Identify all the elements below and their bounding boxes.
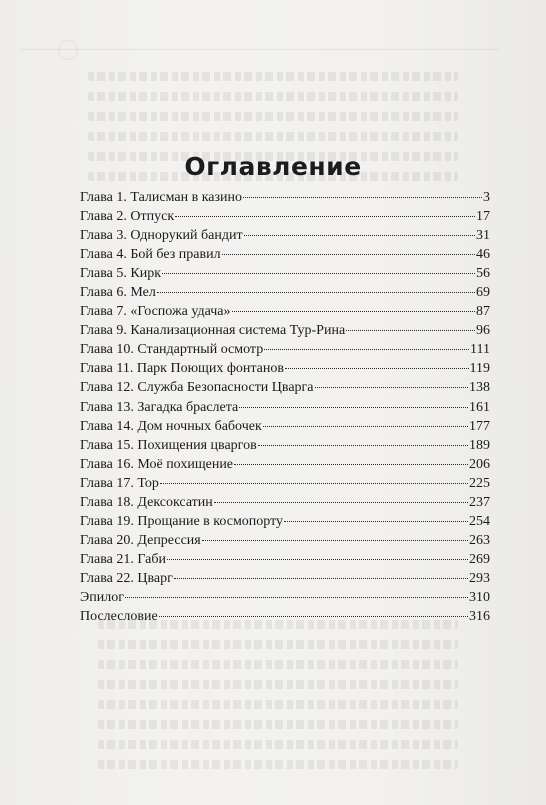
toc-entry-page-number: 189 bbox=[469, 437, 490, 453]
toc-entry-label: Глава 21. Габи bbox=[80, 551, 166, 567]
toc-dot-leader bbox=[157, 292, 475, 293]
toc-entry bbox=[80, 321, 490, 340]
toc-entry-page-number: 206 bbox=[469, 456, 490, 472]
toc-dot-leader bbox=[315, 387, 468, 388]
bleed-through-text-bottom bbox=[98, 620, 458, 780]
toc-dot-leader bbox=[174, 578, 468, 579]
toc-entry-page-number: 177 bbox=[469, 418, 490, 434]
toc-entry-page-number: 56 bbox=[476, 266, 490, 282]
toc-entry-label: Глава 2. Отпуск bbox=[80, 209, 175, 225]
toc-dot-leader bbox=[202, 540, 468, 541]
toc-dot-leader bbox=[159, 616, 468, 617]
toc-entry-label: Послесловие bbox=[80, 609, 158, 625]
toc-entry-page-number: 254 bbox=[469, 513, 490, 529]
toc-dot-leader bbox=[232, 311, 476, 312]
toc-entry-label: Глава 16. Моё похищение bbox=[80, 456, 234, 472]
toc-entry-label: Глава 19. Прощание в космопорту bbox=[80, 513, 284, 529]
toc-entry bbox=[80, 474, 490, 493]
toc-entry-label: Глава 3. Однорукий бандит bbox=[80, 228, 243, 244]
toc-dot-leader bbox=[244, 235, 475, 236]
toc-entry bbox=[80, 188, 490, 207]
toc-entry-page-number: 17 bbox=[476, 209, 490, 225]
toc-title: Оглавление bbox=[184, 151, 362, 181]
toc-entry-label: Эпилог bbox=[80, 589, 124, 605]
bleed-through-page-badge bbox=[58, 40, 78, 60]
toc-dot-leader bbox=[234, 464, 468, 465]
toc-entry-label: Глава 20. Депрессия bbox=[80, 532, 201, 548]
toc-dot-leader bbox=[346, 330, 475, 331]
toc-entry-label: Глава 6. Мел bbox=[80, 285, 156, 301]
toc-dot-leader bbox=[264, 349, 469, 350]
toc-dot-leader bbox=[284, 521, 468, 522]
toc-entry bbox=[80, 607, 490, 626]
toc-entry bbox=[80, 512, 490, 531]
toc-entry bbox=[80, 588, 490, 607]
toc-entry bbox=[80, 398, 490, 417]
toc-entry-page-number: 31 bbox=[476, 228, 490, 244]
toc-entry-page-number: 263 bbox=[469, 532, 490, 548]
toc-entry-label: Глава 4. Бой без правил bbox=[80, 247, 221, 263]
toc-entry bbox=[80, 207, 490, 226]
toc-dot-leader bbox=[222, 254, 475, 255]
toc-entry-label: Глава 12. Служба Безопасности Цварга bbox=[80, 380, 314, 396]
toc-entry-page-number: 225 bbox=[469, 475, 490, 491]
toc-dot-leader bbox=[285, 368, 469, 369]
toc-dot-leader bbox=[175, 216, 475, 217]
toc-entry-label: Глава 1. Талисман в казино bbox=[80, 190, 243, 205]
toc-entry bbox=[80, 340, 490, 359]
toc-entry bbox=[80, 245, 490, 264]
toc-dot-leader bbox=[214, 502, 468, 503]
toc-entry-label: Глава 9. Канализационная система Тур-Рина bbox=[80, 323, 346, 339]
toc-entry-label: Глава 14. Дом ночных бабочек bbox=[80, 418, 262, 434]
toc-entry-page-number: 69 bbox=[476, 285, 490, 301]
toc-entry-page-number: 310 bbox=[469, 589, 490, 605]
toc-entry bbox=[80, 436, 490, 455]
toc-entry-label: Глава 7. «Госпожа удача» bbox=[80, 304, 231, 320]
toc-entry-label: Глава 22. Цварг bbox=[80, 570, 173, 586]
toc-entry bbox=[80, 569, 490, 588]
toc-dot-leader bbox=[160, 483, 468, 484]
bleed-through-rule bbox=[20, 49, 500, 50]
toc-entry-page-number: 96 bbox=[476, 323, 490, 339]
toc-entry bbox=[80, 359, 490, 378]
toc-dot-leader bbox=[258, 445, 468, 446]
toc-entry-page-number: 269 bbox=[469, 551, 490, 567]
toc-entry-page-number: 237 bbox=[469, 494, 490, 510]
toc-entry-page-number: 111 bbox=[470, 342, 490, 358]
toc-dot-leader bbox=[125, 597, 468, 598]
toc-entry bbox=[80, 226, 490, 245]
toc-entry bbox=[80, 378, 490, 397]
toc-entry-page-number: 46 bbox=[476, 247, 490, 263]
toc-entry-label: Глава 10. Стандартный осмотр bbox=[80, 342, 264, 358]
toc-dot-leader bbox=[167, 559, 468, 560]
table-of-contents bbox=[80, 188, 490, 626]
toc-entry-label: Глава 17. Тор bbox=[80, 475, 159, 491]
toc-entry bbox=[80, 550, 490, 569]
toc-entry bbox=[80, 264, 490, 283]
toc-entry-label: Глава 11. Парк Поющих фонтанов bbox=[80, 361, 284, 377]
toc-entry bbox=[80, 493, 490, 512]
toc-dot-leader bbox=[162, 273, 475, 274]
toc-entry bbox=[80, 302, 490, 321]
toc-entry bbox=[80, 531, 490, 550]
toc-entry-page-number: 316 bbox=[469, 609, 490, 625]
toc-entry-page-number: 161 bbox=[469, 399, 490, 415]
toc-entry bbox=[80, 283, 490, 302]
toc-entry-label: Глава 13. Загадка браслета bbox=[80, 399, 239, 415]
toc-dot-leader bbox=[239, 407, 468, 408]
toc-entry-label: Глава 5. Кирк bbox=[80, 266, 162, 282]
toc-entry-page-number: 119 bbox=[469, 361, 490, 377]
toc-entry-label: Глава 18. Дексоксатин bbox=[80, 494, 213, 510]
toc-entry bbox=[80, 417, 490, 436]
toc-dot-leader bbox=[243, 197, 482, 198]
toc-dot-leader bbox=[263, 426, 468, 427]
toc-entry bbox=[80, 455, 490, 474]
toc-entry-page-number: 293 bbox=[469, 570, 490, 586]
toc-entry-page-number: 87 bbox=[476, 304, 490, 320]
toc-entry-page-number: 3 bbox=[483, 190, 490, 205]
toc-entry-label: Глава 15. Похищения цваргов bbox=[80, 437, 257, 453]
toc-entry-page-number: 138 bbox=[469, 380, 490, 396]
